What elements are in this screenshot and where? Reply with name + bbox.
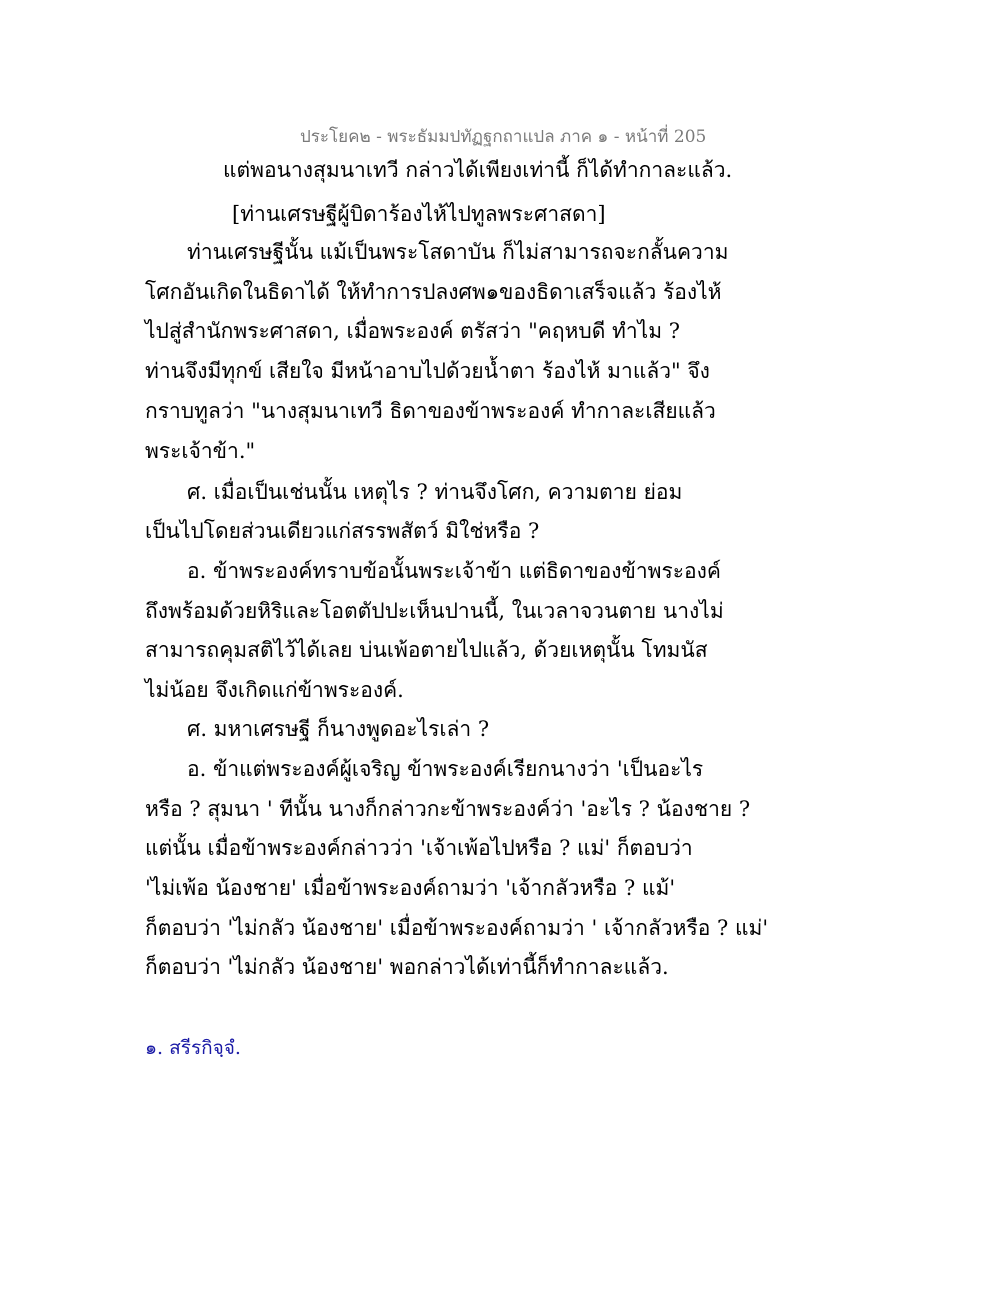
text-line: ไปสู่สำนักพระศาสดา, เมื่อพระองค์ ตรัสว่า "คฤหบดี ทำไม ? — [145, 319, 681, 343]
running-header: ประโยค๒ - พระธัมมปทัฏฐกถาแปล ภาค ๑ - หน้าที่ 205 — [300, 127, 707, 147]
text-line: ไม่น้อย จึงเกิดแก่ข้าพระองค์. — [145, 678, 404, 702]
footnote: ๑. สรีรกิจฺจํ. — [145, 1037, 241, 1059]
text-line: กราบทูลว่า "นางสุมนาเทวี ธิดาของข้าพระองค์ ทำกาละเสียแล้ว — [145, 399, 716, 423]
text-line: ถึงพร้อมด้วยหิริและโอตตัปปะเห็นปานนี้, ในเวลาจวนตาย นางไม่ — [145, 599, 724, 623]
text-line: ก็ตอบว่า 'ไม่กลัว น้องชาย' เมื่อข้าพระองค์ถามว่า ' เจ้ากลัวหรือ ? แม่' — [145, 916, 769, 940]
text-line: ศ. มหาเศรษฐี ก็นางพูดอะไรเล่า ? — [187, 717, 490, 741]
text-line: ท่านจึงมีทุกข์ เสียใจ มีหน้าอาบไปด้วยน้ำตา ร้องไห้ มาแล้ว" จึง — [145, 359, 710, 383]
text-line: ก็ตอบว่า 'ไม่กลัว น้องชาย' พอกล่าวได้เท่านี้ก็ทำกาละแล้ว. — [145, 955, 669, 979]
text-line: หรือ ? สุมนา ' ทีนั้น นางก็กล่าวกะข้าพระองค์ว่า 'อะไร ? น้องชาย ? — [145, 797, 751, 821]
text-line: โศกอันเกิดในธิดาได้ ให้ทำการปลงศพ๑ของธิดาเสร็จแล้ว ร้องไห้ — [145, 280, 722, 304]
text-line: ท่านเศรษฐีนั้น แม้เป็นพระโสดาบัน ก็ไม่สามารถจะกลั้นความ — [187, 240, 729, 264]
text-line: แต่พอนางสุมนาเทวี กล่าวได้เพียงเท่านี้ ก็ได้ทำกาละแล้ว. — [223, 158, 733, 182]
section-heading: [ท่านเศรษฐีผู้บิดาร้องไห้ไปทูลพระศาสดา] — [232, 202, 606, 226]
text-line: อ. ข้าแต่พระองค์ผู้เจริญ ข้าพระองค์เรียกนางว่า 'เป็นอะไร — [187, 757, 704, 781]
text-line: พระเจ้าข้า." — [145, 439, 256, 463]
text-line: แต่นั้น เมื่อข้าพระองค์กล่าวว่า 'เจ้าเพ้อไปหรือ ? แม่' ก็ตอบว่า — [145, 836, 693, 860]
text-line: อ. ข้าพระองค์ทราบข้อนั้นพระเจ้าข้า แต่ธิดาของข้าพระองค์ — [187, 559, 721, 583]
text-line: ศ. เมื่อเป็นเช่นนั้น เหตุไร ? ท่านจึงโศก, ความตาย ย่อม — [187, 480, 683, 504]
text-line: 'ไม่เพ้อ น้องชาย' เมื่อข้าพระองค์ถามว่า 'เจ้ากลัวหรือ ? แม้' — [145, 876, 676, 900]
text-line: เป็นไปโดยส่วนเดียวแก่สรรพสัตว์ มิใช่หรือ ? — [145, 519, 540, 543]
text-line: สามารถคุมสติไว้ได้เลย บ่นเพ้อตายไปแล้ว, ด้วยเหตุนั้น โทมนัส — [145, 638, 708, 662]
